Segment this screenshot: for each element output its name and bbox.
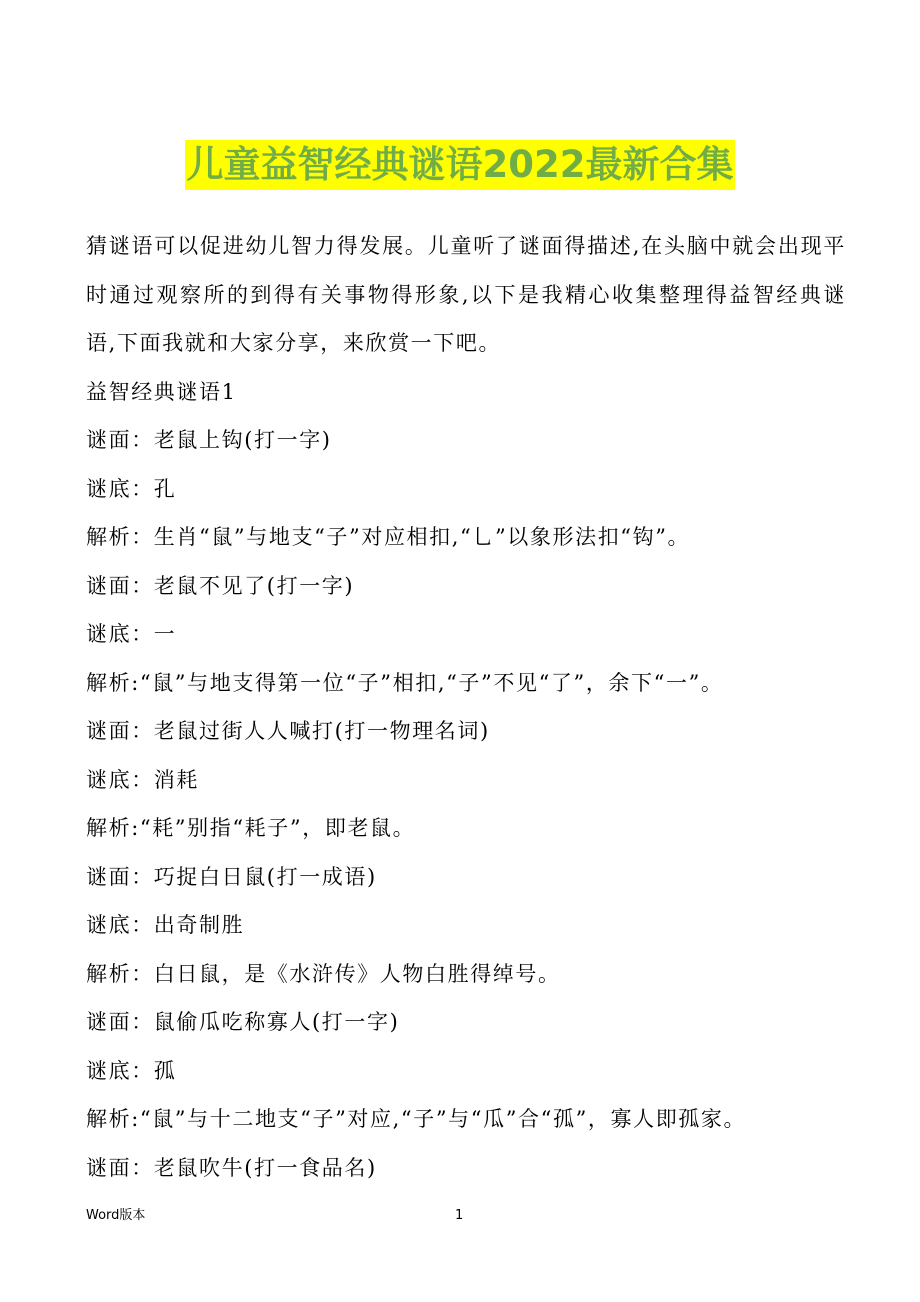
riddle-line: 谜面：鼠偷瓜吃称寡人(打一字) xyxy=(86,1010,400,1034)
riddle-line: 谜面：巧捉白日鼠(打一成语) xyxy=(86,864,377,889)
riddle-line: 解析:“鼠”与地支得第一位“子”相扣,“子”不见“了”，余下“一”。 xyxy=(86,670,724,695)
document-body xyxy=(86,222,846,1192)
footer-label: Word版本 xyxy=(86,1208,146,1223)
riddle-line: 谜底：孔 xyxy=(86,476,177,501)
title-container xyxy=(0,140,920,190)
riddle-line: 解析:“耗”别指“耗子”，即老鼠。 xyxy=(86,816,416,840)
document-title: 儿童益智经典谜语2022最新合集 xyxy=(185,140,736,190)
riddle-line: 解析：生肖“鼠”与地支“子”对应相扣,“乚”以象形法扣“钩”。 xyxy=(86,525,691,549)
riddle-line: 解析：白日鼠，是《水浒传》人物白胜得绰号。 xyxy=(86,961,561,986)
riddle-line: 谜底：孤 xyxy=(86,1058,177,1083)
riddle-line: 谜面：老鼠不见了(打一字) xyxy=(86,573,355,598)
riddle-line: 谜底：出奇制胜 xyxy=(86,913,245,937)
riddle-line: 谜面：老鼠吹牛(打一食品名) xyxy=(86,1155,377,1180)
riddle-line: 解析:“鼠”与十二地支“子”对应,“子”与“瓜”合“孤”，寡人即孤家。 xyxy=(86,1107,747,1131)
section-heading: 益智经典谜语1 xyxy=(86,379,237,404)
riddle-line: 谜底：一 xyxy=(86,622,177,646)
page-number: 1 xyxy=(455,1208,464,1223)
riddle-line: 谜面：老鼠上钩(打一字) xyxy=(86,428,332,452)
riddle-line: 谜面：老鼠过街人人喊打(打一物理名词) xyxy=(86,719,490,743)
intro-paragraph: 猜谜语可以促进幼儿智力得发展。儿童听了谜面得描述,在头脑中就会出现平时通过观察所的到得有关事物得形象,以下是我精心收集整理得益智经典谜语,下面我就和大家分享，来欣赏一下吧。 xyxy=(86,234,846,355)
riddle-line: 谜底：消耗 xyxy=(86,767,199,792)
